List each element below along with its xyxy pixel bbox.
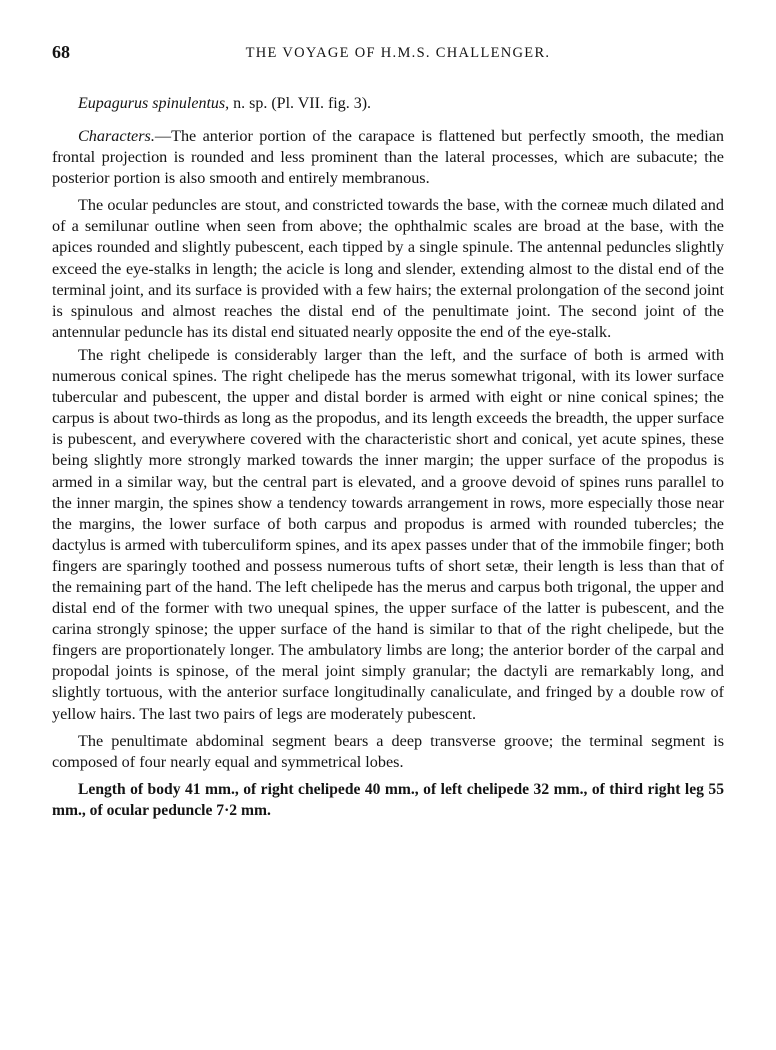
abdomen-paragraph: The penultimate abdominal segment bears a deep transverse groove; the terminal segment is composed of four nearly equal and symmetrical lobes.	[52, 731, 724, 771]
running-head	[52, 42, 724, 72]
characters-text: —The anterior portion of the carapace is flattened but perfectly smooth, the median frontal projection is rounded and less prominent than the lateral processes, which are subacute; the posterior portion is also smooth and entirely membranous.	[52, 127, 724, 188]
page-number: 68	[52, 42, 70, 62]
species-heading	[52, 93, 724, 114]
characters-lead: Characters.	[78, 127, 155, 145]
chelipede-paragraph: The right chelipede is considerably larger than the left, and the surface of both is armed with numerous conical spines. The right chelipede has the merus somewhat trigonal, with its lower surface tubercular and pubescent, the upper and distal border is armed with eight or nine conical spines; the carpus is about two-thirds as long as the propodus, and its length exceeds the breadth, the upper surface is pubescent, and everywhere covered with the characteristic short and conical, yet acute spines, these being slightly more strongly marked towards the inner margin; the upper surface of the propodus is armed in a similar way, but the central part is elevated, and a groove devoid of spines runs parallel to the inner margin, the spines show a tendency towards arrangement in rows, more especially those near the margins, the lower surface of both carpus and propodus is armed with rounded tubercles; the dactylus is armed with tuberculiform spines, and its apex passes under that of the immobile finger; both fingers are sparingly toothed and possess numerous tufts of short setæ, their length is less than that of the remaining part of the hand. The left chelipede has the merus and carpus both trigonal, the upper and distal end of the former with two unequal spines, the upper surface of the latter is pubescent, and the carina strongly spinose; the upper surface of the hand is similar to that of the right chelipede, but the fingers are proportionately longer. The ambulatory limbs are long; the anterior border of the carpal and propodal joints is spinose, of the meral joint simply granular; the dactyli are remarkably long, and slightly tortuous, with the anterior surface longitudinally canaliculate, and fringed by a double row of yellow hairs. The last two pairs of legs are moderately pubescent.	[52, 345, 724, 723]
page	[52, 42, 724, 827]
species-designation: , n. sp. (Pl. VII. fig. 3).	[225, 95, 372, 112]
running-title: THE VOYAGE OF H.M.S. CHALLENGER.	[245, 45, 551, 61]
measurements-paragraph: Length of body 41 mm., of right chelipede 40 mm., of left chelipede 32 mm., of third right leg 55 mm., of ocular peduncle 7·2 mm.	[52, 780, 724, 819]
ocular-peduncles-paragraph: The ocular peduncles are stout, and constricted towards the base, with the corneæ much dilated and of a semilunar outline when seen from above; the ophthalmic scales are broad at the base, with the apices rounded and slightly pubescent, each tipped by a single spinule. The antennal peduncles slightly exceed the eye-stalks in length; the acicle is long and slender, extending almost to the distal end of the terminal joint, and its surface is provided with a few hairs; the external prolongation of the second joint is spinulous and almost reaches the distal end of the penultimate joint. The second joint of the antennular peduncle has its distal end situated nearly opposite the end of the eye-stalk.	[52, 196, 724, 341]
species-name: Eupagurus spinulentus	[78, 95, 226, 112]
characters-paragraph	[52, 126, 724, 189]
body-text	[52, 126, 724, 821]
